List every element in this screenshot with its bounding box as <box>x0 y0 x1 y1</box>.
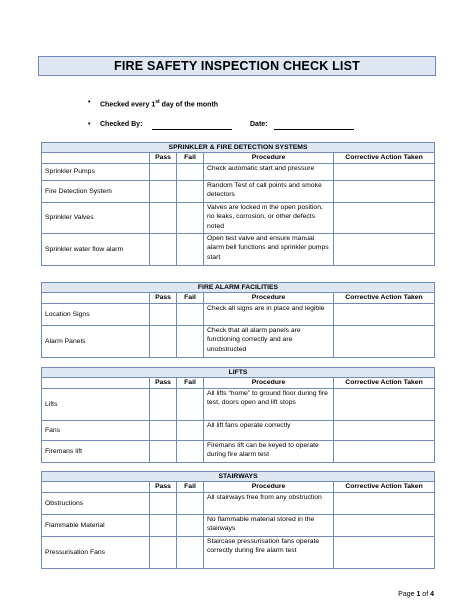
action-cell[interactable] <box>334 388 435 420</box>
table-row <box>42 180 435 202</box>
row-item: Alarm Panels <box>42 325 150 357</box>
section-table-fire-alarm <box>41 282 435 358</box>
page-current: 1 <box>416 591 421 598</box>
row-item: Obstructions <box>42 492 150 514</box>
col-header-procedure: Procedure <box>204 293 334 303</box>
page-total: 4 <box>430 591 434 598</box>
table-row <box>42 492 435 514</box>
row-procedure: Staircase pressurisation fans operate correctly during fire alarm test <box>204 536 334 568</box>
action-cell[interactable] <box>334 325 435 357</box>
checked-by-field[interactable] <box>152 129 232 130</box>
row-item: Sprinkler Pumps <box>42 163 150 180</box>
action-cell[interactable] <box>334 536 435 568</box>
checked-every-sup: st <box>155 99 160 105</box>
row-item: Firemans lift <box>42 440 150 462</box>
table-row <box>42 325 435 357</box>
section-heading: SPRINKLER & FIRE DETECTION SYSTEMS <box>42 143 435 153</box>
action-cell[interactable] <box>334 303 435 325</box>
fail-cell[interactable] <box>177 233 204 265</box>
date-label: Date: <box>250 121 268 128</box>
pass-cell[interactable] <box>150 233 177 265</box>
row-procedure: All lift fans operate correctly <box>204 420 334 440</box>
section-table-stairways <box>41 471 435 569</box>
col-header-procedure: Procedure <box>204 482 334 492</box>
table-row <box>42 202 435 233</box>
col-header-item <box>42 482 150 492</box>
pass-cell[interactable] <box>150 325 177 357</box>
row-item: Pressurisation Fans <box>42 536 150 568</box>
col-header-action: Corrective Action Taken <box>334 153 435 163</box>
table-row <box>42 388 435 420</box>
col-header-action: Corrective Action Taken <box>334 482 435 492</box>
action-cell[interactable] <box>334 492 435 514</box>
col-header-item <box>42 293 150 303</box>
col-header-procedure: Procedure <box>204 378 334 388</box>
row-item: Lifts <box>42 388 150 420</box>
fail-cell[interactable] <box>177 303 204 325</box>
checked-by-label: Checked By: <box>100 121 143 128</box>
pass-cell[interactable] <box>150 536 177 568</box>
row-procedure: Random Test of call points and smoke detectors <box>204 180 334 202</box>
col-header-fail: Fail <box>177 293 204 303</box>
col-header-procedure: Procedure <box>204 153 334 163</box>
section-heading: LIFTS <box>42 368 435 378</box>
action-cell[interactable] <box>334 440 435 462</box>
action-cell[interactable] <box>334 202 435 233</box>
checked-every-prefix: Checked every 1 <box>100 101 156 109</box>
document-title <box>38 56 436 76</box>
action-cell[interactable] <box>334 420 435 440</box>
pass-cell[interactable] <box>150 163 177 180</box>
col-header-fail: Fail <box>177 153 204 163</box>
row-procedure: Check automatic start and pressure <box>204 163 334 180</box>
fail-cell[interactable] <box>177 536 204 568</box>
row-procedure: All lifts “home” to ground floor during fire test, doors open and lift stops <box>204 388 334 420</box>
table-row <box>42 440 435 462</box>
checked-every-suffix: day of the month <box>159 101 219 109</box>
fail-cell[interactable] <box>177 420 204 440</box>
row-item: Fans <box>42 420 150 440</box>
col-header-item <box>42 378 150 388</box>
page-number <box>398 591 434 598</box>
table-row <box>42 514 435 536</box>
table-row <box>42 420 435 440</box>
col-header-fail: Fail <box>177 482 204 492</box>
col-header-action: Corrective Action Taken <box>334 293 435 303</box>
pass-cell[interactable] <box>150 180 177 202</box>
fail-cell[interactable] <box>177 163 204 180</box>
row-procedure: No flammable material stored in the stairways <box>204 514 334 536</box>
pass-cell[interactable] <box>150 440 177 462</box>
page-label: Page <box>398 591 417 598</box>
bullet-icon: • <box>88 99 91 106</box>
row-procedure: Open test valve and ensure manual alarm bell functions and sprinkler pumps start <box>204 233 334 265</box>
section-heading: STAIRWAYS <box>42 472 435 482</box>
col-header-fail: Fail <box>177 378 204 388</box>
pass-cell[interactable] <box>150 420 177 440</box>
row-item: Fire Detection System <box>42 180 150 202</box>
col-header-pass: Pass <box>150 293 177 303</box>
fail-cell[interactable] <box>177 180 204 202</box>
col-header-item <box>42 153 150 163</box>
date-field[interactable] <box>274 129 354 130</box>
fail-cell[interactable] <box>177 440 204 462</box>
pass-cell[interactable] <box>150 492 177 514</box>
table-row <box>42 163 435 180</box>
col-header-pass: Pass <box>150 378 177 388</box>
row-item: Flammable Material <box>42 514 150 536</box>
fail-cell[interactable] <box>177 202 204 233</box>
page-of: of <box>420 591 431 598</box>
table-row <box>42 303 435 325</box>
section-table-lifts <box>41 367 435 463</box>
col-header-pass: Pass <box>150 153 177 163</box>
row-item: Sprinkler water flow alarm <box>42 233 150 265</box>
table-row <box>42 536 435 568</box>
pass-cell[interactable] <box>150 514 177 536</box>
action-cell[interactable] <box>334 180 435 202</box>
col-header-pass: Pass <box>150 482 177 492</box>
row-procedure: Valves are locked in the open position, no leaks, corrosion, or other defects noted <box>204 202 334 233</box>
row-item: Location Signs <box>42 303 150 325</box>
fail-cell[interactable] <box>177 325 204 357</box>
row-item: Sprinkler Valves <box>42 202 150 233</box>
section-table-sprinkler <box>41 142 435 266</box>
fail-cell[interactable] <box>177 388 204 420</box>
row-procedure: Firemans lift can be keyed to operate during fire alarm test <box>204 440 334 462</box>
bullet-icon: • <box>88 121 91 128</box>
fail-cell[interactable] <box>177 514 204 536</box>
section-heading: FIRE ALARM FACILITIES <box>42 283 435 293</box>
title-text: FIRE SAFETY INSPECTION CHECK LIST <box>114 59 360 73</box>
table-row <box>42 233 435 265</box>
pass-cell[interactable] <box>150 388 177 420</box>
row-procedure: All stairways free from any obstruction <box>204 492 334 514</box>
row-procedure: Check all signs are in place and legible <box>204 303 334 325</box>
pass-cell[interactable] <box>150 202 177 233</box>
fail-cell[interactable] <box>177 492 204 514</box>
action-cell[interactable] <box>334 514 435 536</box>
action-cell[interactable] <box>334 233 435 265</box>
action-cell[interactable] <box>334 163 435 180</box>
pass-cell[interactable] <box>150 303 177 325</box>
col-header-action: Corrective Action Taken <box>334 378 435 388</box>
row-procedure: Check that all alarm panels are functioning correctly and are unobstructed <box>204 325 334 357</box>
